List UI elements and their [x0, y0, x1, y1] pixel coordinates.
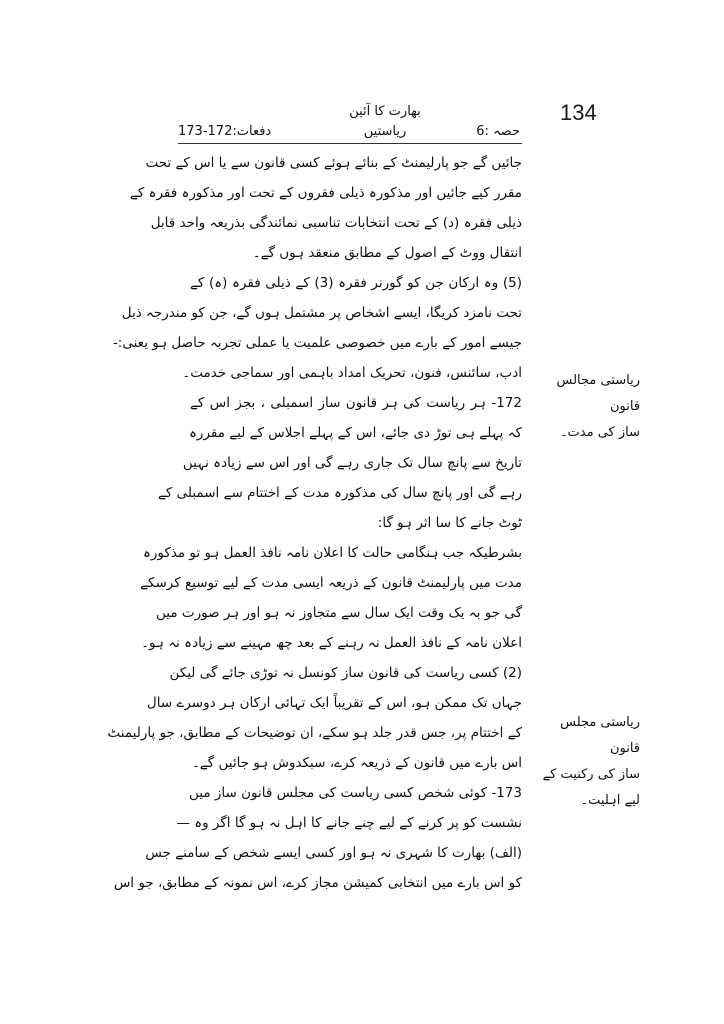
- body-line: کے اختتام پر، جس قدر جلد ہو سکے، ان توضیحات کے مطابق، جو پارلیمنٹ: [107, 725, 522, 741]
- header-rule: [178, 143, 522, 144]
- body-line: جیسے امور کے بارے میں خصوصی علمیت یا عملی تجربہ حاصل ہو یعنی:-: [112, 335, 522, 351]
- header-sections: دفعات:172-173: [178, 124, 272, 139]
- body-line: (الف) بھارت کا شہری نہ ہو اور کسی ایسے شخص کے سامنے جس: [145, 845, 522, 861]
- body-line: مدت میں پارلیمنٹ قانون کے ذریعہ ایسی مدت کے لیے توسیع کرسکے: [140, 575, 522, 591]
- body-line: 173- کوئی شخص کسی ریاست کی مجلس قانون ساز میں: [189, 785, 522, 801]
- margin-note-line: ساز کی رکنیت کے: [542, 767, 640, 782]
- body-line: اس بارے میں قانون کے ذریعہ کرے، سبکدوش ہو جائیں گے۔: [191, 755, 522, 771]
- body-line: 172- ہر ریاست کی ہر قانون ساز اسمبلی ، بجز اس کے: [190, 395, 522, 411]
- body-line: جائیں گے جو پارلیمنٹ کے بنائے ہوئے کسی قانون سے یا اس کے تحت: [145, 155, 522, 171]
- margin-note-line: ریاستی مجلس قانون: [560, 715, 640, 756]
- margin-note-172: [530, 368, 640, 446]
- header-subtitle: ریاستیں: [363, 124, 407, 139]
- body-line: انتقال ووٹ کے اصول کے مطابق منعقد ہوں گے۔: [252, 245, 522, 261]
- body-line: ٹوٹ جانے کا سا اثر ہو گا:: [377, 515, 522, 531]
- body-line: جہاں تک ممکن ہو، اس کے تقریباً ایک تہائی ارکان ہر دوسرے سال: [146, 695, 522, 711]
- margin-note-173: [530, 710, 640, 814]
- body-line: بشرطیکہ جب ہنگامی حالت کا اعلان نامہ نافذ العمل ہو تو مذکورہ: [142, 545, 522, 561]
- margin-note-line: لیے اہلیت۔: [580, 793, 640, 808]
- margin-note-line: ساز کی مدت۔: [559, 425, 640, 440]
- body-line: کہ پہلے ہی توڑ دی جائے، اس کے پہلے اجلاس کے لیے مقررہ: [189, 425, 522, 441]
- body-line: گی جو بہ یک وقت ایک سال سے متجاوز نہ ہو اور ہر صورت میں: [156, 605, 522, 621]
- body-line: تحت نامزد کریگا، ایسے اشخاص پر مشتمل ہوں گے، جن کو مندرجہ ذیل: [121, 305, 522, 321]
- body-line: ذیلی فقرہ (د) کے تحت انتخابات تناسبی نمائندگی بذریعہ واحد قابل: [150, 215, 522, 231]
- body-line: نشست کو پر کرنے کے لیے چنے جانے کا اہل نہ ہو گا اگر وہ —: [176, 815, 522, 831]
- header-title: بھارت کا آئین: [349, 104, 421, 119]
- body-line: ادب، سائنس، فنون، تحریک امداد باہمی اور سماجی خدمت۔: [182, 365, 522, 381]
- body-line: مقرر کیے جائیں اور مذکورہ ذیلی فقروں کے تحت اور مذکورہ فقرہ کے: [129, 185, 522, 201]
- page-number: 134: [560, 100, 597, 125]
- body-line: تاریخ سے پانچ سال تک جاری رہے گی اور اس سے زیادہ نہیں: [182, 455, 522, 471]
- body-line: (5) وہ ارکان جن کو گورنر فقرہ (3) کے ذیلی فقرہ (ہ) کے: [190, 275, 522, 291]
- body-line: رہے گی اور پانچ سال کی مذکورہ مدت کے اختتام سے اسمبلی کے: [157, 485, 522, 501]
- body-line: اعلان نامہ کے نافذ العمل نہ رہنے کے بعد چھ مہینے سے زیادہ نہ ہو۔: [141, 635, 522, 651]
- header-part: حصہ :6: [476, 124, 520, 139]
- body-line: کو اس بارے میں انتخابی کمیشن مجاز کرے، اس نمونہ کے مطابق، جو اس: [113, 875, 522, 891]
- body-line: (2) کسی ریاست کی قانون ساز کونسل نہ توڑی جائے گی لیکن: [169, 665, 522, 681]
- margin-note-line: ریاستی مجالس قانون: [556, 373, 640, 414]
